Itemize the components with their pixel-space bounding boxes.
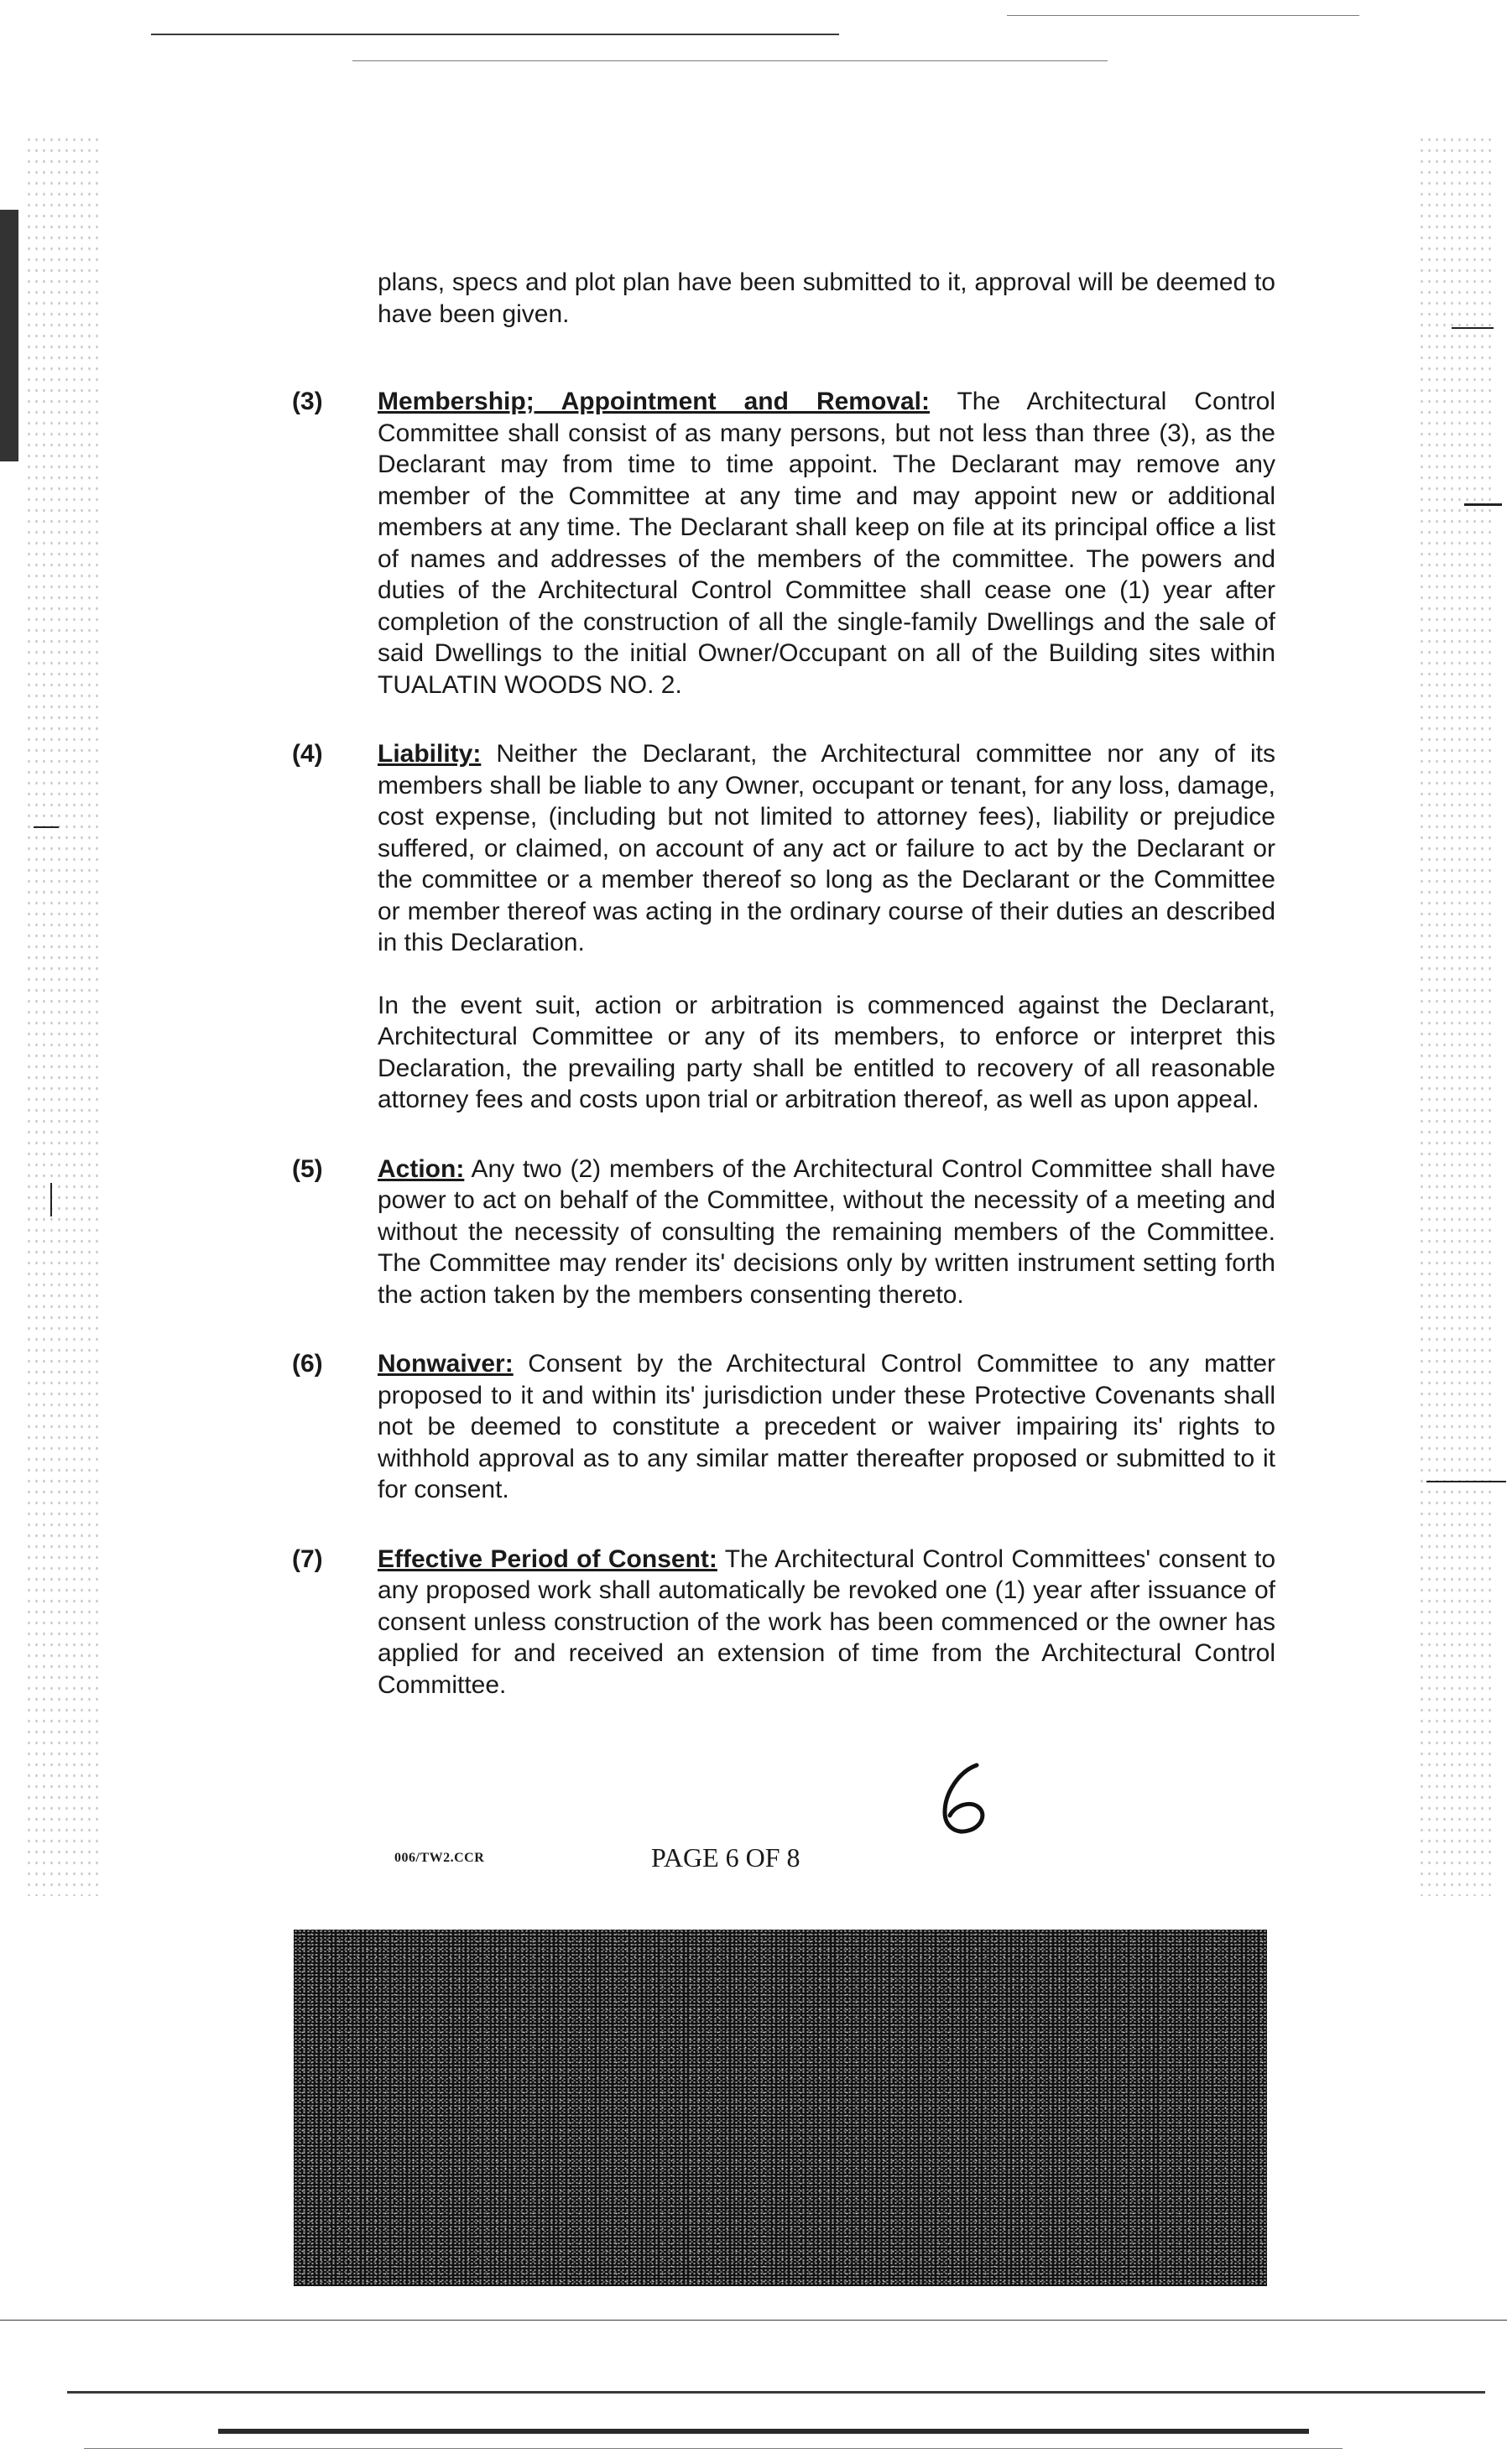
page-label: PAGE 6 OF 8 [651,1842,800,1873]
left-edge-mark [0,210,18,461]
handwritten-six-text: 6 [933,1760,934,1761]
section-body: The Architectural Control Committees' consent to any proposed work shall automatically be revoked one (1) year after issuance of consent unless construction of the work has been commenced or the owner has applied for and received an extension of time from the Architectural Control Committee. [378,1545,1276,1699]
section-heading: Action: [378,1154,465,1183]
right-edge-tick-1 [1452,327,1494,329]
section-heading: Nonwaiver: [378,1350,514,1378]
scan-top-line [151,34,839,35]
file-identifier: 006/TW2.CCR [394,1851,485,1865]
right-edge-tick-2 [1464,503,1502,506]
section-number: (4) [292,740,323,768]
section-number: (6) [292,1350,323,1378]
scan-bottom-line-1 [0,2320,1507,2321]
scan-bottom-line-4 [84,2448,1343,2449]
redaction-noise-block [294,1930,1267,2286]
left-speckle-margin [25,134,101,1896]
section-number: (5) [292,1154,323,1183]
left-edge-tick-1 [34,826,59,828]
scan-bottom-line-2 [67,2391,1485,2394]
section-3-membership [292,386,1276,701]
section-4-continuation: In the event suit, action or arbitration is commenced against the Declarant, Architectural Committee or any of its members, to enforce or interpret this Declaration, the prevailing party shall be entitled to recovery of all reasonable attorney fees and costs upon trial or arbitration thereof, as well as upon appeal. [378,991,1275,1113]
section-6-nonwaiver [292,1348,1275,1506]
section-heading: Liability: [378,740,482,768]
document-body [292,267,1276,1701]
scan-bottom-line-3 [218,2429,1309,2434]
intro-paragraph: plans, specs and plot plan have been submitted to it, approval will be deemed to have been given. [378,268,1275,328]
section-body: Consent by the Architectural Control Committee to any matter proposed to it and within its' jurisdiction under these Protective Covenants shall not be deemed to constitute a precedent or waiver impairing its' rights to withhold approval as to any similar matter thereafter proposed or submitted to it for consent. [378,1350,1275,1503]
handwritten-six-glyph [933,1760,1000,1837]
section-5-action [292,1154,1275,1311]
section-number: (3) [292,388,323,415]
section-body: Neither the Declarant, the Architectural committee nor any of its members shall be liable to any Owner, occupant or tenant, for any loss, damage, cost expense, (including but not limited to attorney fees), liability or prejudice suffered, or claimed, on account of any act or failure to act by the Declarant or the committee or a member thereof so long as the Declarant or the Committee or member thereof was acting in the ordinary course of their duties an described in this Declaration. [378,740,1275,956]
right-speckle-margin [1418,134,1494,1896]
section-body: The Architectural Control Committee shall consist of as many persons, but not less than three (3), as the Declarant may from time to time appoint. The Declarant may remove any member of the Committee at any time and may appoint new or additional members at any time. The Declarant shall keep on file at its principal office a list of names and addresses of the members of the committee. The powers and duties of the Architectural Control Committee shall cease one (1) year after completion of the construction of all the single-family Dwellings and the sale of said Dwellings to the initial Owner/Occupant on all of the Building sites within TUALATIN WOODS NO. 2. [378,388,1276,699]
section-number: (7) [292,1545,323,1573]
section-4-liability [292,738,1275,959]
handwritten-page-number [933,1760,1000,1837]
section-7-effective-period [292,1544,1276,1701]
section-heading: Membership; Appointment and Removal: [378,388,930,415]
scan-top-line-3 [1007,15,1359,16]
section-body: Any two (2) members of the Architectural Control Committee shall have power to act on behalf of the Committee, without the necessity of a meeting and without the necessity of consulting the remaining members of the Committee. The Committee may render its' decisions only by written instrument setting forth the action taken by the members consenting thereto. [378,1154,1275,1309]
scan-top-line-2 [352,60,1108,61]
left-edge-tick-2 [50,1183,52,1216]
section-heading: Effective Period of Consent: [378,1545,717,1573]
right-edge-tick-3 [1426,1481,1506,1482]
